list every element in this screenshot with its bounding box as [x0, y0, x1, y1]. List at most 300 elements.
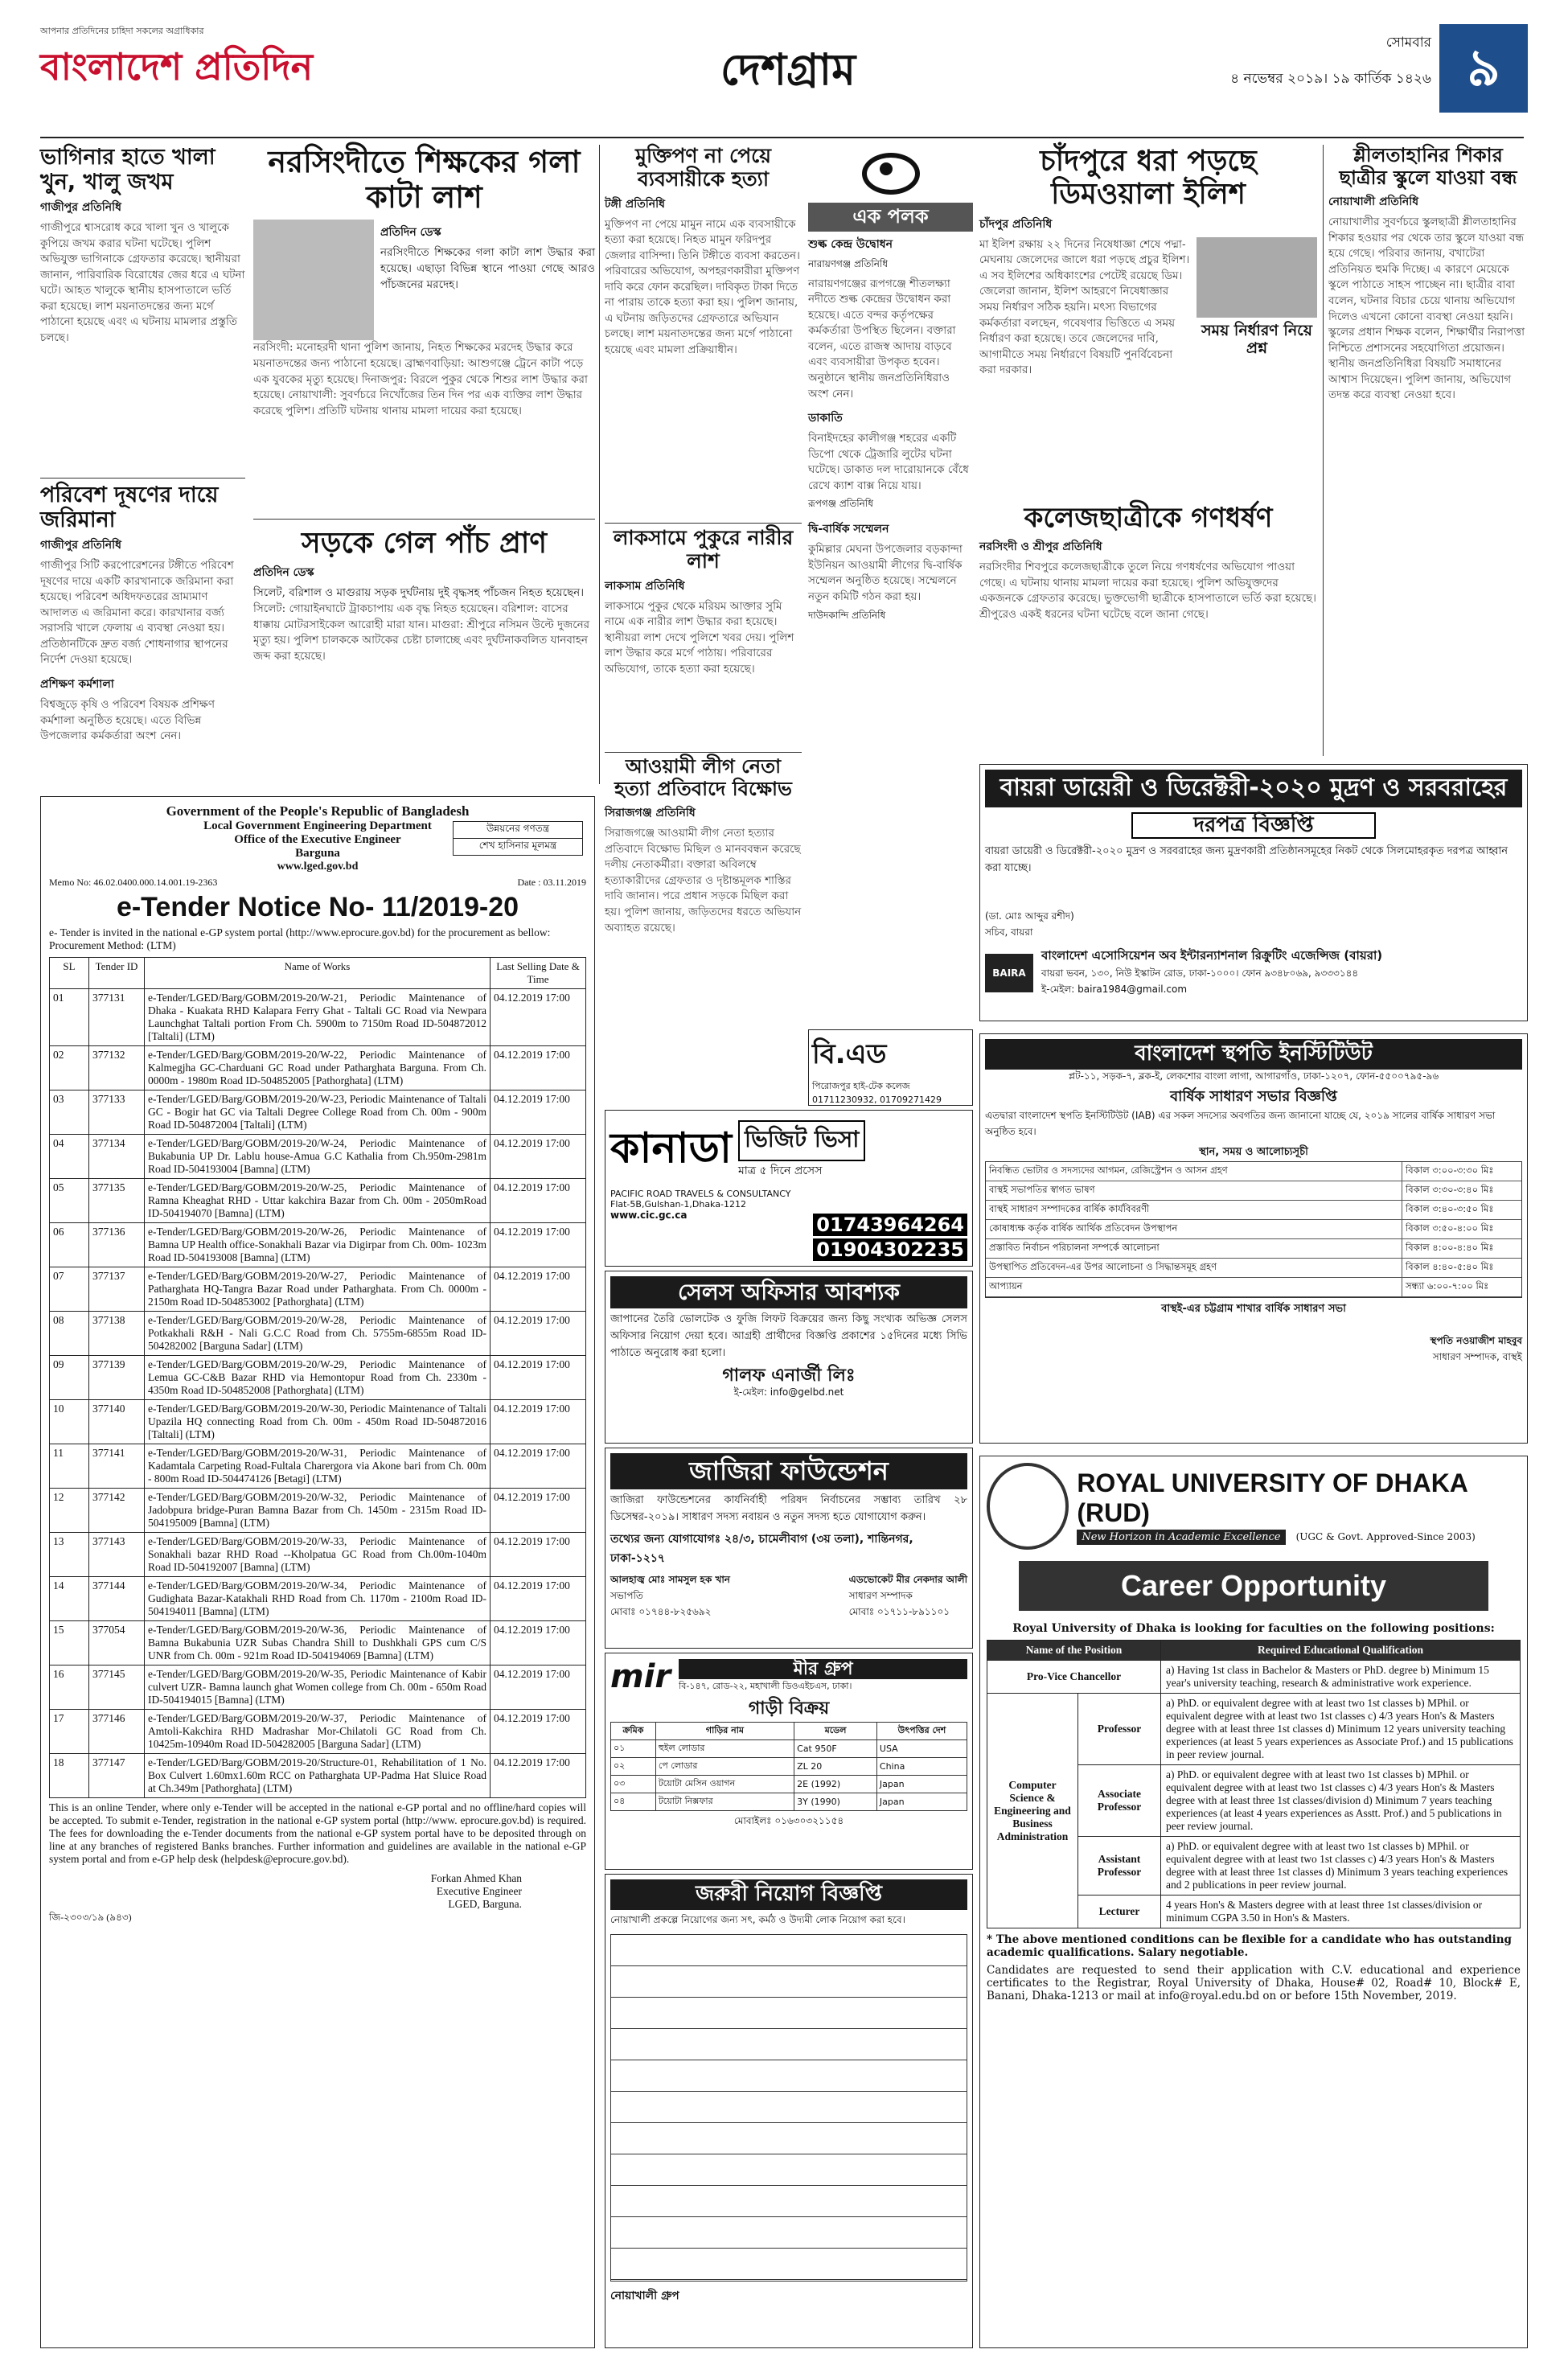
bed-sub: পিরোজপুর হাই-টেক কলেজ	[812, 1081, 910, 1091]
agenda-item: উপস্থাপিত প্রতিবেদন-এর উপর আলোচনা ও সিদ্ধান্তসমূহ গ্রহণ	[989, 1260, 1217, 1272]
story-jorimana	[40, 483, 245, 804]
story-body: মা ইলিশ রক্ষায় ২২ দিনের নিষেধাজ্ঞা শেষে পদ্মা-মেঘনায় জেলেদের জালে ধরা পড়ছে প্রচুর ইলিশ। এ সব ইলিশের অধিকাংশের পেটেই রয়েছে ডিম। জেলেরা জানান, ইলিশ আহরণে নিষেধাজ্ঞার সময় নির্ধারণ সঠিক হয়নি। মৎস্য বিভাগের কর্মকর্তারা বলছেন, গবেষণার ভিত্তিতে এ সময় নির্ধারণ করা হয়েছে। তবে জেলেদের দাবি, আগামীতে সময় নির্ধারণে বিষয়টি পুনর্বিবেচনা করা দরকার।	[979, 237, 1190, 377]
row-sl: 09	[50, 1356, 89, 1400]
rud-qualification: a) PhD. or equivalent degree with at least two 1st classes b) MPhil. or equivalent degree with at least two 1st classes c) 4/3 years Hon's & Masters degree with at least three 1st classes/division d) Minimum 7 years teaching experiences (at least 4 years experiences as Asstt. Prof.) and 5 publications in peer review journal.	[1161, 1765, 1521, 1837]
rud-row	[987, 1694, 1521, 1765]
headline: আওয়ামী লীগ নেতা হত্যা প্রতিবাদে বিক্ষোভ	[614, 755, 792, 800]
baira-ad	[979, 764, 1528, 1021]
rud-approval: (UGC & Govt. Approved-Since 2003)	[1295, 1530, 1476, 1542]
signer-name: Forkan Ahmed Khan	[430, 1872, 522, 1884]
byline: প্রতিদিন ডেস্ক	[253, 566, 314, 580]
row-date: 04.12.2019 17:00	[491, 1046, 586, 1090]
col-sl: SL	[50, 958, 89, 989]
row-tender-id: 377134	[89, 1135, 145, 1179]
agenda-time: বিকাল ৪:৪০-৫:৪০ মিঃ	[1402, 1259, 1521, 1277]
tender-title: e-Tender Notice No- 11/2019-20	[116, 892, 519, 922]
row-sl: 16	[50, 1665, 89, 1710]
table-row	[50, 1312, 586, 1356]
row-tender-id: 377137	[89, 1267, 145, 1312]
mir-table	[610, 1722, 967, 1811]
row-date: 04.12.2019 17:00	[491, 1090, 586, 1135]
jazira-sig1-phone: মোবাঃ ০১৭৪৪-৮২৫৬৯২	[610, 1605, 712, 1617]
table-row	[50, 1444, 586, 1489]
agenda-row	[986, 1278, 1521, 1297]
mir-cell: ০১	[611, 1740, 656, 1758]
jazira-sig2-role: সাধারণ সম্পাদক	[848, 1589, 913, 1601]
mir-cell: পে লোডার	[655, 1758, 794, 1776]
table-row	[50, 1665, 586, 1710]
agenda-item: কোষাধ্যক্ষ কর্তৃক বার্ষিক আর্থিক প্রতিবেদন উপস্থাপন	[989, 1222, 1178, 1234]
baira-org: বাংলাদেশ এসোসিয়েশন অব ইন্টারন্যাশনাল রিক্রুটিং এজেন্সিজ (বায়রা)	[1041, 948, 1383, 963]
agenda-item: বাস্থই সভাপতির স্বাগত ভাষণ	[989, 1183, 1095, 1195]
iab-signer: স্থপতি নওয়াজীশ মাহবুব	[1430, 1334, 1522, 1346]
agenda-row	[986, 1220, 1521, 1239]
mir-cell: ০৪	[611, 1793, 656, 1811]
agenda-time: বিকাল ৩:৩০-৩:৪০ মিঃ	[1402, 1181, 1521, 1200]
row-tender-id: 377132	[89, 1046, 145, 1090]
agenda-row	[986, 1162, 1521, 1181]
row-date: 04.12.2019 17:00	[491, 989, 586, 1046]
sales-title: সেলস অফিসার আবশ্যক	[610, 1276, 967, 1308]
story-laksam	[605, 527, 802, 752]
row-tender-id: 377135	[89, 1179, 145, 1223]
baira-signer-role: সচিব, বায়রা	[985, 926, 1033, 939]
story-lead: সিলেট, বরিশাল ও মাগুরায় সড়ক দুর্ঘটনায় দুই বৃদ্ধসহ পাঁচজন নিহত হয়েছেন।	[253, 586, 585, 600]
story-khala	[40, 145, 245, 474]
byline: গাজীপুর প্রতিনিধি	[40, 539, 122, 552]
rud-note: * The above mentioned conditions can be flexible for a candidate who has outstanding academic qualifications. Salary negotiable.	[987, 1933, 1512, 1959]
brief-head: ডাকাতি	[808, 412, 843, 425]
baira-email: ই-মেইল: baira1984@gmail.com	[1041, 984, 1188, 996]
mir-row	[611, 1776, 967, 1793]
mir-cell: টয়োটা মেসিন ওয়াগন	[655, 1776, 794, 1793]
story-lead: নরসিংদীতে শিক্ষকের গলা কাটা লাশ উদ্ধার করা হয়েছে। এছাড়া বিভিন্ন স্থানে পাওয়া গেছে আরও পাঁচজনের মরদেহ।	[380, 246, 595, 291]
row-tender-id: 377133	[89, 1090, 145, 1135]
mir-cell: ০২	[611, 1758, 656, 1776]
row-works: e-Tender/LGED/Barg/GOBM/2019-20/W-31, Periodic Maintenance of Kadamtala Carpeting Road-Fultala Charergora via Akone bari from Ch. 00m - 800m Road ID-504474126 [Betagi] (LTM)	[145, 1444, 491, 1489]
tender-footer: This is an online Tender, where only e-Tender will be accepted in the national e-GP portal and no offline/hard copies will be accepted. To submit e-Tender, registration in the national e-GP system portal (http://www. eprocure.gov.bd) is required. The fees for downloading the e-Tender documents from the national e-GP system portal have to be deposited through on line at any branches of registered Banks branches. Further information and guidelines are available in the national e-GP system portal and from e-GP help desk (helpdesk@eprocure.gov.bd).	[49, 1801, 586, 1865]
rud-row	[987, 1661, 1521, 1694]
story-narsingdi	[253, 145, 595, 515]
row-sl: 15	[50, 1621, 89, 1665]
row-date: 04.12.2019 17:00	[491, 1179, 586, 1223]
rud-position: Lecturer	[1078, 1896, 1161, 1928]
agenda-row	[986, 1259, 1521, 1278]
headline: লাকসামে পুকুরে নারীর লাশ	[613, 526, 794, 573]
mir-cell: USA	[876, 1740, 967, 1758]
story-body: নোয়াখালীর সুবর্ণচরে স্কুলছাত্রী শ্লীলতাহানির শিকার হওয়ার পর থেকে তার স্কুলে যাওয়া বন্ধ হয়ে গেছে। পরিবার জানায়, বখাটেরা প্রতিনিয়ত হুমকি দিচ্ছে। এ কারণে মেয়েকে স্কুলে পাঠাতে সাহস পাচ্ছেন না। ছাত্রীর বাবা বলেন, ঘটনার বিচার চেয়ে থানায় অভিযোগ দিলেও এখনো কোনো ব্যবস্থা নেওয়া হয়নি। স্কুলের প্রধান শিক্ষক বলেন, শিক্ষার্থীর নিরাপত্তা নিশ্চিতে প্রশাসনের সহযোগিতা প্রয়োজন। স্থানীয় জনপ্রতিনিধিরা বিষয়টি সমাধানের আশ্বাস দিয়েছেন। পুলিশ জানায়, অভিযোগ তদন্ত করে ব্যবস্থা নেওয়া হবে।	[1328, 216, 1525, 402]
table-row	[50, 1356, 586, 1400]
row-sl: 07	[50, 1267, 89, 1312]
dateline-date: ৪ নভেম্বর ২০১৯। ১৯ কার্তিক ১৪২৬	[1230, 71, 1431, 87]
row-tender-id: 377131	[89, 989, 145, 1046]
row-works: e-Tender/LGED/Barg/GOBM/2019-20/W-21, Periodic Maintenance of Dhaka - Kuakata RHD Kalapara Ferry Ghat - Taltali GC Road via Newpara Launchghat Taltali portion From Ch. 5900m to 7150m Road ID-504872012 [Taltali] (LTM)	[145, 989, 491, 1046]
iab-venue-1: স্থান, সময় ও আলোচ্যসূচী	[1199, 1145, 1308, 1158]
fish-photo	[1197, 237, 1317, 318]
byline: প্রতিদিন ডেস্ক	[380, 226, 441, 240]
iab-venue-2: বাস্থই-এর চট্টগ্রাম শাখার বার্ষিক সাধারণ সভা	[1161, 1302, 1346, 1315]
rud-dept: Computer Science & Engineering and Business Administration	[987, 1694, 1078, 1928]
mir-cell: 3Y (1990)	[794, 1793, 877, 1811]
table-row	[50, 1135, 586, 1179]
subhead: সময় নির্ধারণ নিয়ে প্রশ্ন	[1201, 321, 1312, 357]
headline: কলেজছাত্রীকে গণধর্ষণ	[1024, 502, 1273, 534]
story-body: বিশ্বজুড়ে কৃষি ও পরিবেশ বিষয়ক প্রশিক্ষণ কর্মশালা অনুষ্ঠিত হয়েছে। এতে বিভিন্ন উপজেলার কর্মকর্তারা অংশ নেন।	[40, 698, 215, 743]
row-works: e-Tender/LGED/Barg/GOBM/2019-20/W-26, Periodic Maintenance of Bamna UP Health office-Sonakhali Bazar via Digirpar from Ch. 00m- 1023m Road ID-504193008 [Bamna] (LTM)	[145, 1223, 491, 1267]
tender-date: Date : 03.11.2019	[517, 877, 586, 888]
bed-title: বি.এড	[812, 1038, 887, 1070]
iab-intro: এতদ্বারা বাংলাদেশ স্থপতি ইনস্টিটিউট (IAB) এর সকল সদস্যের অবগতির জন্য জানানো যাচ্ছে যে, ২০১৯ সালের বার্ষিক সাধারণ সভা অনুষ্ঠিত হবে।	[985, 1109, 1496, 1137]
row-tender-id: 377145	[89, 1665, 145, 1710]
slogan-box	[453, 821, 583, 856]
agenda-row	[986, 1201, 1521, 1220]
row-sl: 01	[50, 989, 89, 1046]
eye-icon	[808, 153, 973, 195]
mir-h-model: মডেল	[794, 1723, 877, 1740]
divider	[605, 752, 802, 753]
mir-cell: Japan	[876, 1776, 967, 1793]
iab-agenda	[985, 1161, 1522, 1298]
agenda-time: সন্ধ্যা ৬:০০-৭:০০ মিঃ	[1402, 1278, 1521, 1296]
canada-phone-2: 01904302235	[813, 1238, 967, 1261]
rud-title: ROYAL UNIVERSITY OF DHAKA (RUD)	[1077, 1468, 1467, 1527]
story-body: গাজীপুর সিটি করপোরেশনের টঙ্গীতে পরিবেশ দূষণের দায়ে একটি কারখানাকে জরিমানা করা হয়েছে। পরিবেশ অধিদফতরের ভ্রাম্যমাণ আদালত এ জরিমানা করে। কারখানার বর্জ্য সরাসরি খালে ফেলায় এ ব্যবস্থা নেওয়া হয়। প্রতিষ্ঠানটিকে দ্রুত বর্জ্য শোধনাগার স্থাপনের নির্দেশ দেওয়া হয়েছে।	[40, 559, 234, 667]
row-sl: 03	[50, 1090, 89, 1135]
row-sl: 14	[50, 1577, 89, 1621]
mir-cell: China	[876, 1758, 967, 1776]
page-number: ৯	[1439, 24, 1528, 113]
col-works: Name of Works	[145, 958, 491, 989]
tender-table	[49, 957, 586, 1798]
table-row	[50, 989, 586, 1046]
rud-h-position: Name of the Position	[987, 1641, 1161, 1661]
rud-position: Assistant Professor	[1078, 1837, 1161, 1896]
column-rule	[599, 145, 600, 784]
jazira-body: জাজিরা ফাউন্ডেশনের কার্যনির্বাহী পরিষদ নির্বাচনের সম্ভাব্য তারিখ ২৮ ডিসেম্বর-২০১৯। সাধারণ সদস্য নবায়ন ও নতুন সদস্য হতে যোগাযোগ করুন।	[610, 1493, 967, 1523]
byline: নরসিংদী ও শ্রীপুর প্রতিনিধি	[979, 540, 1102, 554]
table-row	[50, 1400, 586, 1444]
rud-apply: Candidates are requested to send their application with C.V. educational and experience certificates to the Registrar, Royal University of Dhaka, House# 02, Road# 10, Block# E, Banani, Dhaka-1213 or mail at info@royal.edu.bd on or before 15th November, 2019.	[987, 1964, 1521, 2002]
tender-notice	[40, 796, 595, 2348]
agenda-time: বিকাল ৪:০০-৪:৪০ মিঃ	[1402, 1239, 1521, 1258]
row-sl: 11	[50, 1444, 89, 1489]
mir-row	[611, 1758, 967, 1776]
row-date: 04.12.2019 17:00	[491, 1267, 586, 1312]
canada-ad	[605, 1110, 973, 1267]
dateline	[1287, 32, 1431, 55]
table-row	[50, 1179, 586, 1223]
rud-position: Professor	[1078, 1694, 1161, 1765]
iab-address: প্লট-১১, সড়ক-৭, ব্লক-ই, লেকশোর বাংলা লাগা, আগারগাঁও, ঢাকা-১২০৭, ফোন-৫৫০০৭৯৫-৯৬	[1068, 1070, 1439, 1082]
row-works: e-Tender/LGED/Barg/GOBM/2019-20/W-29, Periodic Maintenance of Lemua GC-C&B Bazar RHD via Hemontopur Road from Ch. 2330m - 4350m Road ID-504852008 [Pathorghata] (LTM)	[145, 1356, 491, 1400]
slogan-line-1: উন্নয়নের গণতন্ত্র	[486, 823, 550, 834]
row-date: 04.12.2019 17:00	[491, 1400, 586, 1444]
jazira-sig2: এডভোকেট মীর নেকদার আলী	[848, 1573, 967, 1585]
urgent-title: জরুরী নিয়োগ বিজ্ঞপ্তি	[610, 1879, 967, 1910]
row-sl: 13	[50, 1533, 89, 1577]
crime-photo	[253, 220, 374, 340]
tender-ref: জি-২৩০৩/১৯ (৯৪৩)	[49, 1912, 132, 1923]
mir-logo: mir	[610, 1658, 671, 1695]
rud-position: Associate Professor	[1078, 1765, 1161, 1837]
row-works: e-Tender/LGED/Barg/GOBM/2019-20/W-28, Periodic Maintenance of Potkakhali R&H - Nali G.C.C Road from Ch. 5755m-6855m Road ID-504282002 [Barguna Sadar] (LTM)	[145, 1312, 491, 1356]
visa-label: ভিজিট ভিসা	[738, 1120, 865, 1161]
sales-email: ই-মেইল: info@gelbd.net	[733, 1386, 844, 1399]
masthead-tagline: আপনার প্রতিদিনের চাহিদা সকলের অগ্রাধিকার	[40, 26, 204, 36]
row-date: 04.12.2019 17:00	[491, 1312, 586, 1356]
rud-seal	[987, 1463, 1069, 1550]
baira-address: বায়রা ভবন, ১৩০, নিউ ইস্কাটন রোড, ঢাকা-১০০০। ফোন ৯৩৪৮০৬৯, ৯৩৩৩১৪৪	[1041, 967, 1359, 980]
headline: সড়কে গেল পাঁচ প্রাণ	[301, 527, 548, 560]
mir-h-sl: ক্রমিক	[611, 1723, 656, 1740]
story-ransom	[605, 145, 802, 515]
table-row	[50, 1621, 586, 1665]
jazira-sig1: আলহাজ্ব মোঃ সামসুল হক খান	[610, 1573, 730, 1585]
brief-place: দাউদকান্দি প্রতিনিধি	[808, 609, 886, 621]
canada-line: মাত্র ৫ দিনে প্রসেস	[737, 1164, 823, 1177]
story-body: সিরাজগঞ্জে আওয়ামী লীগ নেতা হত্যার প্রতিবাদে বিক্ষোভ মিছিল ও মানববন্ধন করেছে দলীয় নেতাকর্মীরা। বক্তারা অবিলম্বে হত্যাকারীদের গ্রেফতার ও দৃষ্টান্তমূলক শাস্তির দাবি জানান। পরে প্রধান সড়কে মিছিল করা হয়। পুলিশ জানায়, জড়িতদের ধরতে অভিযান অব্যাহত রয়েছে।	[605, 827, 802, 934]
tender-office: Office of the Executive Engineer	[234, 833, 401, 846]
tender-gov: Government of the People's Republic of Bangladesh	[166, 803, 470, 819]
row-date: 04.12.2019 17:00	[491, 1754, 586, 1798]
story-protest	[605, 756, 802, 1094]
byline: গাজীপুর প্রতিনিধি	[40, 201, 122, 215]
agenda-time: বিকাল ৩:৪০-৩:৫০ মিঃ	[1402, 1201, 1521, 1219]
story-road	[253, 527, 595, 784]
row-works: e-Tender/LGED/Barg/GOBM/2019-20/W-24, Periodic Maintenance of Bukabunia UP Dr. Lablu house-Amua G.C Kathalia from Ch.950m-2981m Road ID-504193004 [Bamna] (LTM)	[145, 1135, 491, 1179]
byline: টঙ্গী প্রতিনিধি	[605, 197, 665, 211]
canada-web: www.cic.gc.ca	[610, 1210, 688, 1221]
bed-phone: 01711230932, 01709271429	[812, 1095, 942, 1105]
section-title: দেশগ্রাম	[720, 44, 856, 95]
mir-row	[611, 1793, 967, 1811]
canada-title: কানাডা	[610, 1124, 732, 1173]
agenda-item: প্রস্তাবিত নির্বাচন পরিচালনা সম্পর্কে আলোচনা	[989, 1241, 1160, 1253]
story-body: নরসিংদীর শিবপুরে কলেজছাত্রীকে তুলে নিয়ে গণধর্ষণের অভিযোগ পাওয়া গেছে। এ ঘটনায় থানায় মামলা দায়ের করা হয়েছে। পুলিশ অভিযুক্তদের একজনকে গ্রেফতার করেছে। ভুক্তভোগী ছাত্রীকে হাসপাতালে ভর্তি করা হয়েছে। শ্রীপুরেও একই ধরনের ঘটনা ঘটেছে বলে জানা গেছে।	[979, 561, 1317, 621]
iab-title: বাংলাদেশ স্থপতি ইনস্টিটিউট	[985, 1039, 1522, 1070]
mir-ad	[605, 1653, 973, 1870]
headline: শ্লীলতাহানির শিকার ছাত্রীর স্কুলে যাওয়া বন্ধ	[1339, 144, 1517, 189]
jazira-contact: তথ্যের জন্য যোগাযোগঃ ২৪/৩, চামেলীবাগ (৩য় তলা), শান্তিনগর, ঢাকা-১২১৭	[610, 1532, 913, 1565]
row-works: e-Tender/LGED/Barg/GOBM/2019-20/W-36, Periodic Maintenance of Bamna Bukabunia UZR Subas Chandra Shill to Dushkhali GPS cum C/S UNR from Ch. 00m - 921m Road ID-504194069 [Bamna] (LTM)	[145, 1621, 491, 1665]
table-row	[50, 1577, 586, 1621]
rud-qualification: a) PhD. or equivalent degree with at least two 1st classes b) MPhil. or equivalent degree with at least two 1st classes c) 4/3 years Hon's & Masters degree with at least three 1st classes d) Minimum 12 years university teaching experiences (at least 5 years experiences as Associate Prof.) and 15 publications in peer review journal.	[1161, 1694, 1521, 1765]
mir-cell: ZL 20	[794, 1758, 877, 1776]
byline: লাকসাম প্রতিনিধি	[605, 579, 685, 593]
dateline-day: সোমবার	[1385, 35, 1431, 51]
sales-body: জাপানের তৈরি ভোলটেক ও ফুজি লিফট বিক্রয়ের জন্য কিছু সংখ্যক অভিজ্ঞ সেলস অফিসার নিয়োগ দেয়া হবে। আগ্রহী প্রার্থীদের বিজ্ঞপ্তি প্রকাশের ১৫দিনের মধ্যে সিভি পাঠাতে অনুরোধ করা হলো।	[610, 1313, 967, 1360]
rud-qualification: a) PhD. or equivalent degree with at least two 1st classes b) MPhil. or equivalent degree with at least two 1st classes c) 4/3 years Hon's & Masters degree with at least three 1st classes d) Minimum 3 years teaching experiences and 2 publications in peer review journal.	[1161, 1837, 1521, 1896]
brief-head: শুল্ক কেন্দ্র উদ্বোধন	[808, 237, 893, 251]
bed-ad	[808, 1029, 973, 1106]
byline: সিরাজগঞ্জ প্রতিনিধি	[605, 807, 696, 820]
rud-intro: Royal University of Dhaka is looking for faculties on the following positions:	[1012, 1622, 1495, 1635]
tender-web: www.lged.gov.bd	[277, 860, 359, 873]
ek-polok	[808, 145, 973, 1094]
row-tender-id: 377147	[89, 1754, 145, 1798]
urgent-grid	[610, 1934, 967, 2282]
table-row	[50, 1223, 586, 1267]
jazira-sig1-role: সভাপতি	[610, 1589, 643, 1601]
row-date: 04.12.2019 17:00	[491, 1489, 586, 1533]
brief-body: নারায়ণগঞ্জের রূপগঞ্জে শীতলক্ষ্যা নদীতে শুল্ক কেন্দ্রের উদ্বোধন করা হয়েছে। এতে বন্দর কর্তৃপক্ষের কর্মকর্তারা উপস্থিত ছিলেন। বক্তারা বলেন, এতে রাজস্ব আদায় বাড়বে এবং ব্যবসায়ীরা উপকৃত হবেন। অনুষ্ঠানে স্থানীয় জনপ্রতিনিধিরাও অংশ নেন।	[808, 277, 956, 400]
mir-h-name: গাড়ির নাম	[655, 1723, 794, 1740]
mir-cell: 2E (1992)	[794, 1776, 877, 1793]
story-body: লাকসামে পুকুর থেকে মরিয়ম আক্তার সুমি নামে এক নারীর লাশ উদ্ধার করা হয়েছে। স্থানীয়রা লাশ দেখে পুলিশে খবর দেয়। পুলিশ লাশ উদ্ধার করে মর্গে পাঠায়। পরিবারের অভিযোগ, তাকে হত্যা করা হয়েছে।	[605, 599, 794, 676]
signer-org: LGED, Barguna.	[448, 1898, 522, 1910]
byline: চাঁদপুর প্রতিনিধি	[979, 217, 1053, 231]
row-tender-id: 377140	[89, 1400, 145, 1444]
baira-signer: (ডা. মোঃ আব্দুর রশীদ)	[985, 910, 1074, 922]
agenda-row	[986, 1239, 1521, 1259]
row-date: 04.12.2019 17:00	[491, 1533, 586, 1577]
row-works: e-Tender/LGED/Barg/GOBM/2019-20/W-37, Periodic Maintenance of Amtoli-Kakchira RHD Madrashar Mor-Chilatoli GC Road from Ch. 10425m-10940m Road ID-504282005 [Barguna Sadar] (LTM)	[145, 1710, 491, 1754]
mir-cell: ০৩	[611, 1776, 656, 1793]
brief-place: নারায়ণগঞ্জ প্রতিনিধি	[808, 257, 889, 269]
row-date: 04.12.2019 17:00	[491, 1621, 586, 1665]
brief-head: দ্বি-বার্ষিক সম্মেলন	[808, 523, 889, 536]
baira-subtitle: দরপত্র বিজ্ঞপ্তি	[1131, 812, 1376, 840]
agenda-item: নিবন্ধিত ভোটার ও সদস্যদের আগমন, রেজিস্ট্রেশন ও আসন গ্রহণ	[989, 1164, 1228, 1176]
rud-pvc-q: a) Having 1st class in Bachelor & Masters or PhD. degree b) Minimum 15 year's university teaching, research & administrative work experience.	[1161, 1661, 1521, 1694]
iab-ad	[979, 1033, 1528, 1444]
row-works: e-Tender/LGED/Barg/GOBM/2019-20/W-35, Periodic Maintenance of Kabir culvert UZR- Bamna launch ghat Women college from Ch. 00m - 650m Road ID-504194015 [Bamna] (LTM)	[145, 1665, 491, 1710]
row-works: e-Tender/LGED/Barg/GOBM/2019-20/W-22, Periodic Maintenance of Kalmegjha GC-Charduani GC Road under Patharghata Barguna. From Ch. 0000m - 1980m Road ID-504852005 [Pathorghata] (LTM)	[145, 1046, 491, 1090]
tender-dept: Local Government Engineering Department	[203, 819, 432, 832]
row-works: e-Tender/LGED/Barg/GOBM/2019-20/W-33, Periodic Maintenance of Sonakhali bazar RHD Road --Kholpatua GC Road from Ch.00m-1040m Road ID-504192007 [Bamna] (LTM)	[145, 1533, 491, 1577]
col-date: Last Selling Date & Time	[491, 958, 586, 989]
brief-body: বিনাইদহের কালীগঞ্জ শহরের একটি ডিপো থেকে ট্রেজারি লুটের ঘটনা ঘটেছে। ডাকাত দল দারোয়ানকে বেঁধে রেখে ক্যাশ বাক্স নিয়ে যায়।	[808, 432, 969, 492]
row-works: e-Tender/LGED/Barg/GOBM/2019-20/W-34, Periodic Maintenance of Gudighata Bazar-Katakhali RHD Road from Ch. 1170m - 2100m Road ID-504194011 [Bamna] (LTM)	[145, 1577, 491, 1621]
table-row	[50, 1754, 586, 1798]
canada-company: PACIFIC ROAD TRAVELS & CONSULTANCY	[610, 1189, 791, 1199]
story-rape	[979, 503, 1317, 752]
table-row	[50, 1090, 586, 1135]
agenda-row	[986, 1181, 1521, 1201]
note-label: প্রশিক্ষণ কর্মশালা	[40, 678, 114, 692]
masthead-title: বাংলাদেশ প্রতিদিন	[40, 45, 314, 88]
rud-banner: Career Opportunity	[1019, 1561, 1488, 1611]
rud-ad	[979, 1456, 1528, 2348]
headline: মুক্তিপণ না পেয়ে ব্যবসায়ীকে হত্যা	[635, 144, 771, 191]
tender-place: Barguna	[295, 847, 340, 860]
row-works: e-Tender/LGED/Barg/GOBM/2019-20/Structure-01, Rehabilitation of 1 No. Box Culvert 1.60mx1.60m RCC on Patharghata UP-Padma Hat Sluice Road at Ch.349m [Pathorghata] (LTM)	[145, 1754, 491, 1798]
row-sl: 04	[50, 1135, 89, 1179]
row-sl: 12	[50, 1489, 89, 1533]
row-works: e-Tender/LGED/Barg/GOBM/2019-20/W-27, Periodic Maintenance of Patharghata HQ-Tangra Bazar Road under Patharghata. From Ch. 0000m - 2150m Road ID-504853002 [Pathorghata] (LTM)	[145, 1267, 491, 1312]
mir-h-country: উৎপত্তির দেশ	[876, 1723, 967, 1740]
rud-h-qual: Required Educational Qualification	[1161, 1641, 1521, 1661]
row-works: e-Tender/LGED/Barg/GOBM/2019-20/W-32, Periodic Maintenance of Jadobpura bridge-Puran Bamna Bazar from Ch. 1450m - 2315m Road ID-504195009 [Bamna] (LTM)	[145, 1489, 491, 1533]
headline: নরসিংদীতে শিক্ষকের গলা কাটা লাশ	[268, 144, 581, 215]
row-sl: 17	[50, 1710, 89, 1754]
urgent-footer: নোয়াখালী গ্রুপ	[610, 2289, 679, 2302]
tender-memo: Memo No: 46.02.0400.000.14.001.19-2363	[49, 877, 218, 888]
row-date: 04.12.2019 17:00	[491, 1710, 586, 1754]
brief-place: রূপগঞ্জ প্রতিনিধি	[808, 498, 873, 510]
brief-body: কুমিল্লার মেঘনা উপজেলার বড়কান্দা ইউনিয়ন আওয়ামী লীগের দ্বি-বার্ষিক সম্মেলন অনুষ্ঠিত হয়েছে। সম্মেলনে নতুন কমিটি গঠন করা হয়।	[808, 543, 963, 604]
iab-sub: বার্ষিক সাধারণ সভার বিজ্ঞপ্তি	[1170, 1087, 1337, 1105]
headline: পরিবেশ দূষণের দায়ে জরিমানা	[40, 483, 219, 533]
baira-title: বায়রা ডায়েরী ও ডিরেক্টরী-২০২০ মুদ্রণ ও সরবরাহের	[985, 770, 1522, 807]
tender-table-header	[50, 958, 586, 989]
row-tender-id: 377144	[89, 1577, 145, 1621]
story-body: মুক্তিপণ না পেয়ে মামুন নামে এক ব্যবসায়ীকে হত্যা করা হয়েছে। নিহত মামুন ফরিদপুর জেলার বাসিন্দা। তিনি টঙ্গীতে ব্যবসা করতেন। পরিবারের অভিযোগ, অপহরণকারীরা মুক্তিপণ দাবি করে ফোন করেছিল। দাবিকৃত টাকা দিতে না পারায় তাকে হত্যা করা হয়। পুলিশ জানায়, এ ঘটনায় জড়িতদের গ্রেফতারে অভিযান চলছে। লাশ ময়নাতদন্তের জন্য মর্গে পাঠানো হয়েছে এবং মামলা প্রক্রিয়াধীন।	[605, 217, 800, 356]
mir-cell: Cat 950F	[794, 1740, 877, 1758]
row-works: e-Tender/LGED/Barg/GOBM/2019-20/W-23, Periodic Maintenance of Taltali GC - Bogir hat GC via Taltali Degree College Road from Ch. 00m - 900m Road ID-504872004 [Taltali] (LTM)	[145, 1090, 491, 1135]
mir-row	[611, 1740, 967, 1758]
sales-company: গালফ এনার্জী লিঃ	[722, 1366, 856, 1386]
mir-addr: বি-১৪৭, রোড-২২, মহাখালী ডিওএইচএস, ঢাকা।	[679, 1681, 852, 1692]
signer-title: Executive Engineer	[436, 1885, 522, 1897]
agenda-time: বিকাল ৩:০০-৩:৩০ মিঃ	[1402, 1162, 1521, 1181]
row-works: e-Tender/LGED/Barg/GOBM/2019-20/W-30, Periodic Maintenance of Taltali Upazila HQ connecting Road from Ch. 00m - 450m Road ID-504872016 [Taltali] (LTM)	[145, 1400, 491, 1444]
baira-logo: BAIRA	[985, 954, 1033, 992]
divider	[253, 519, 595, 520]
jazira-ad	[605, 1448, 973, 1649]
row-sl: 02	[50, 1046, 89, 1090]
rud-qualification: 4 years Hon's & Masters degree with at least three 1st classes/division or minimum CGPA 3.50 in Hon's & Masters.	[1161, 1896, 1521, 1928]
iab-signer-role: সাধারণ সম্পাদক, বাস্থই	[1432, 1350, 1522, 1362]
table-row	[50, 1489, 586, 1533]
table-row	[50, 1533, 586, 1577]
sales-ad	[605, 1271, 973, 1444]
mir-cell: টয়োটা নিক্সফার	[655, 1793, 794, 1811]
row-sl: 10	[50, 1400, 89, 1444]
byline: নোয়াখালী প্রতিনিধি	[1328, 195, 1419, 209]
urgent-ad	[605, 1874, 973, 2348]
mir-title: মীর গ্রুপ	[679, 1659, 967, 1679]
row-sl: 05	[50, 1179, 89, 1223]
column-rule	[1323, 145, 1324, 756]
rud-pvc: Pro-Vice Chancellor	[987, 1661, 1161, 1694]
ek-polok-title: এক পলক	[808, 203, 973, 232]
table-row	[50, 1046, 586, 1090]
divider	[605, 523, 802, 524]
row-date: 04.12.2019 17:00	[491, 1444, 586, 1489]
row-date: 04.12.2019 17:00	[491, 1223, 586, 1267]
story-hilsa	[979, 145, 1317, 499]
row-sl: 18	[50, 1754, 89, 1798]
mir-cell: Japan	[876, 1793, 967, 1811]
row-tender-id: 377054	[89, 1621, 145, 1665]
row-tender-id: 377139	[89, 1356, 145, 1400]
header-rule	[40, 137, 1524, 138]
row-tender-id: 377141	[89, 1444, 145, 1489]
col-id: Tender ID	[89, 958, 145, 989]
agenda-item: বাস্থই সাধারণ সম্পাদকের বার্ষিক কার্যবিবরণী	[989, 1202, 1150, 1214]
agenda-item: আপ্যায়ন	[989, 1279, 1023, 1292]
slogan-line-2: শেখ হাসিনার মূলমন্ত্র	[454, 838, 582, 855]
row-tender-id: 377138	[89, 1312, 145, 1356]
jazira-title: জাজিরা ফাউন্ডেশন	[610, 1453, 967, 1489]
jazira-sig2-phone: মোবাঃ ০১৭১১-৮৯১১০১	[848, 1605, 950, 1617]
mir-cell: হুইল লোডার	[655, 1740, 794, 1758]
table-row	[50, 1710, 586, 1754]
story-body: সিলেট: গোয়াইনঘাটে ট্রাকচাপায় এক বৃদ্ধ নিহত হয়েছেন। বরিশাল: বাসের ধাক্কায় মোটরসাইকেল আরোহী মারা যান। মাগুরা: শ্রীপুরে নসিমন উল্টে দুজনের মৃত্যু হয়। পুলিশ চালককে আটকের চেষ্টা চালাচ্ছে এবং দুর্ঘটনাকবলিত যানবাহন জব্দ করা হয়েছে।	[253, 602, 590, 663]
headline: চাঁদপুরে ধরা পড়ছে ডিমওয়ালা ইলিশ	[1040, 145, 1257, 212]
tender-intro: e- Tender is invited in the national e-GP system portal (http://www.eprocure.gov.bd) for the procurement as bellow: Procurement Method: (LTM)	[49, 926, 551, 951]
mir-sale: গাড়ী বিক্রয়	[748, 1698, 830, 1719]
story-body: নরসিংদী: মনোহরদী থানা পুলিশ জানায়, নিহত শিক্ষকের মরদেহ উদ্ধার করে ময়নাতদন্তের জন্য পাঠানো হয়েছে। ব্রাহ্মণবাড়িয়া: আশুগঞ্জে ট্রেনে কাটা পড়ে এক যুবকের মৃত্যু হয়েছে। দিনাজপুর: বিরলে পুকুর থেকে শিশুর লাশ উদ্ধার করা হয়েছে। নোয়াখালী: সুবর্ণচরে নিখোঁজের তিন দিন পর এক ব্যক্তির লাশ উদ্ধার করেছে পুলিশ। প্রতিটি ঘটনায় থানায় মামলা দায়ের করা হয়েছে।	[253, 341, 588, 417]
story-body: গাজীপুরে শ্বাসরোধ করে খালা খুন ও খালুকে কুপিয়ে জখম করার ঘটনা ঘটেছে। পুলিশ অভিযুক্ত ভাগিনাকে গ্রেফতার করেছে। স্থানীয়রা জানান, পারিবারিক বিরোধের জের ধরে এ ঘটনা ঘটে। আহত খালুকে স্থানীয় হাসপাতালে ভর্তি করা হয়েছে। লাশ ময়নাতদন্তের জন্য মর্গে পাঠানো হয়েছে এবং এ ঘটনায় মামলার প্রস্তুতি চলছে।	[40, 221, 245, 345]
row-tender-id: 377143	[89, 1533, 145, 1577]
rud-motto: New Horizon in Academic Excellence	[1077, 1530, 1285, 1545]
agenda-time: বিকাল ৩:৫০-৪:০০ মিঃ	[1402, 1220, 1521, 1238]
masthead	[40, 24, 410, 97]
urgent-sub: নোয়াখালী প্রকল্পে নিয়োগের জন্য সৎ, কর্মঠ ও উদ্যমী লোক নিয়োগ করা হবে।	[610, 1913, 905, 1925]
canada-addr: Flat-5B,Gulshan-1,Dhaka-1212	[610, 1199, 746, 1210]
